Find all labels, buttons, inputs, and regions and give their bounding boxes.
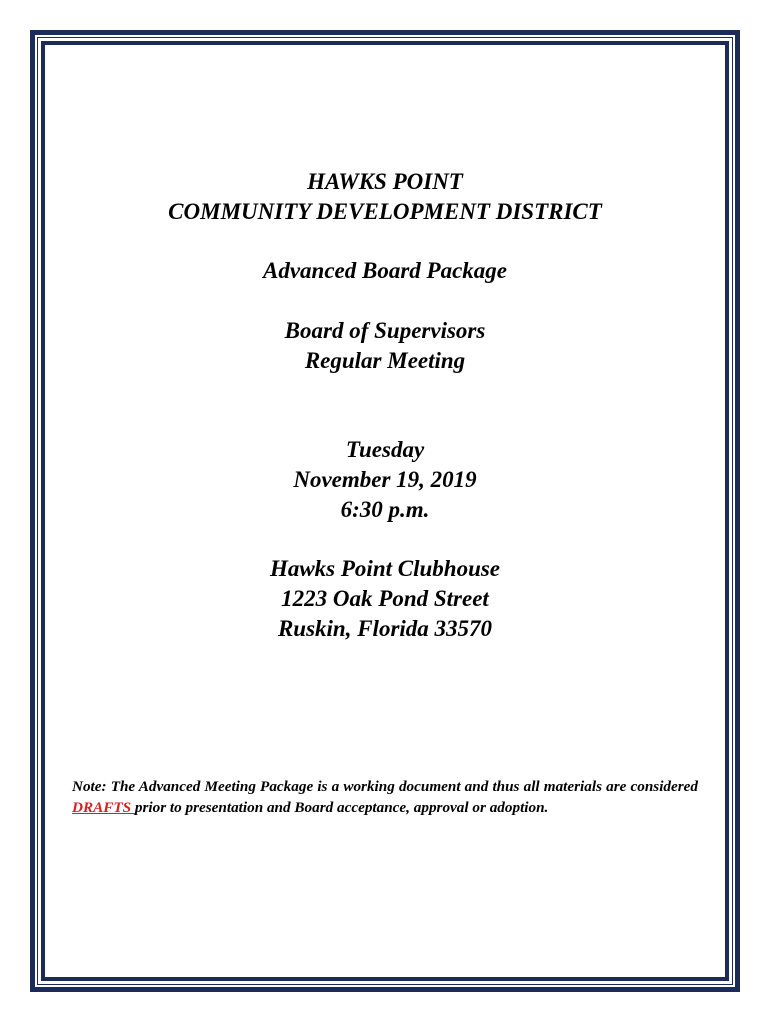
location-city: Ruskin, Florida 33570 bbox=[277, 616, 493, 641]
meeting-body: Board of Supervisors bbox=[284, 318, 486, 343]
district-name: HAWKS POINT bbox=[307, 169, 463, 194]
note-prefix: Note: The Advanced Meeting Package is a working document and thus all materials are considered bbox=[72, 778, 698, 795]
district-title bbox=[72, 167, 698, 227]
meeting-type: Regular Meeting bbox=[304, 348, 466, 373]
location-venue: Hawks Point Clubhouse bbox=[269, 556, 501, 581]
location-street: 1223 Oak Pond Street bbox=[281, 586, 489, 611]
meeting-location bbox=[72, 554, 698, 644]
meeting-day: Tuesday bbox=[345, 437, 425, 462]
package-heading bbox=[72, 256, 698, 286]
meeting-schedule bbox=[72, 435, 698, 525]
meeting-time: 6:30 p.m. bbox=[340, 497, 430, 522]
package-title: Advanced Board Package bbox=[262, 258, 507, 283]
meeting-heading bbox=[72, 316, 698, 376]
district-type: COMMUNITY DEVELOPMENT DISTRICT bbox=[168, 199, 602, 224]
note-suffix: prior to presentation and Board acceptance, approval or adoption. bbox=[134, 799, 549, 816]
meeting-date: November 19, 2019 bbox=[293, 467, 477, 492]
drafts-label: DRAFTS bbox=[72, 799, 135, 816]
drafts-note bbox=[72, 776, 698, 818]
